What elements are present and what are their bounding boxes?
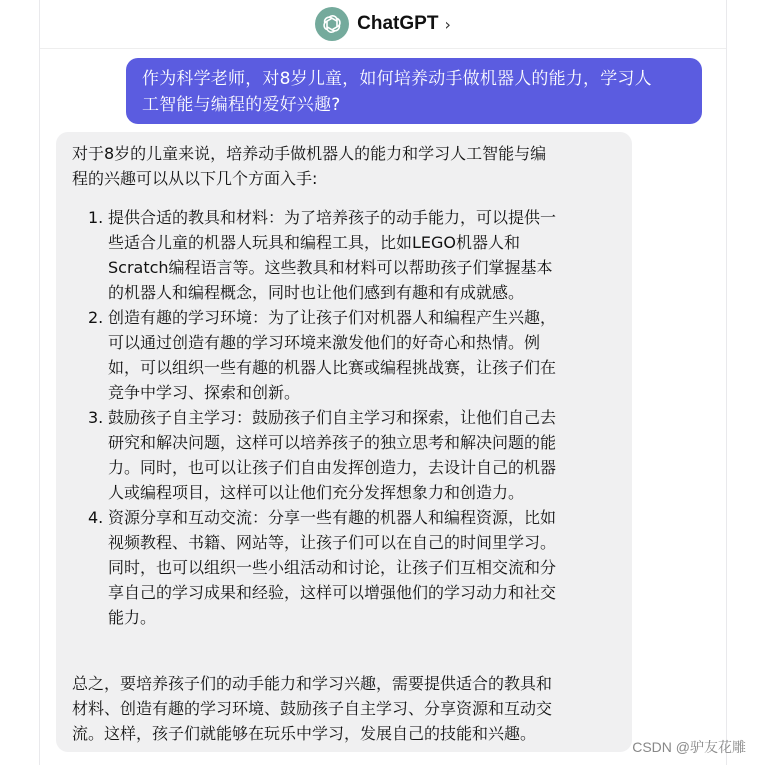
- summary-line: 总之，要培养孩子们的动手能力和学习兴趣，需要提供适合的教具和: [72, 674, 553, 693]
- chevron-right-icon: ›: [444, 14, 451, 34]
- summary-line: 材料、创造有趣的学习环境、鼓励孩子自主学习、分享资源和互动交: [72, 699, 553, 718]
- list-line: 同时，也可以组织一些小组活动和讨论，让孩子们互相交流和分: [108, 558, 557, 577]
- list-item: [72, 205, 616, 305]
- assistant-message: [56, 132, 632, 752]
- assistant-summary: [72, 671, 616, 746]
- list-line: 鼓励孩子自主学习：鼓励孩子们自主学习和探索，让他们自己去: [108, 408, 557, 427]
- list-line: 创造有趣的学习环境：为了让孩子们对机器人和编程产生兴趣，: [108, 308, 557, 327]
- list-line: 人或编程项目，这样可以让他们充分发挥想象力和创造力。: [108, 483, 525, 502]
- list-number: 4.: [88, 508, 104, 527]
- list-line: 研究和解决问题，这样可以培养孩子的独立思考和解决问题的能: [108, 433, 557, 452]
- app-title: ChatGPT: [357, 13, 439, 34]
- list-line: 如，可以组织一些有趣的机器人比赛或编程挑战赛，让孩子们在: [108, 358, 557, 377]
- list-line: 享自己的学习成果和经验，这样可以增强他们的学习动力和社交: [108, 583, 557, 602]
- model-selector[interactable]: [315, 7, 451, 41]
- list-item: [72, 305, 616, 405]
- openai-logo-icon: [315, 7, 349, 41]
- list-number: 2.: [88, 308, 104, 327]
- list-item: [72, 405, 616, 505]
- summary-line: 流。这样，孩子们就能够在玩乐中学习，发展自己的技能和兴趣。: [72, 724, 537, 743]
- user-message: [126, 58, 702, 124]
- list-line: 些适合儿童的机器人玩具和编程工具，比如LEGO机器人和: [108, 233, 521, 252]
- user-message-line: 作为科学老师，对8岁儿童，如何培养动手做机器人的能力，学习人: [142, 69, 652, 89]
- list-line: 提供合适的教具和材料：为了培养孩子的动手能力，可以提供一: [108, 208, 557, 227]
- list-number: 3.: [88, 408, 104, 427]
- assistant-intro: [72, 141, 616, 191]
- chat-header: [40, 0, 726, 49]
- watermark-text: CSDN @驴友花雕: [632, 739, 746, 755]
- list-line: 可以通过创造有趣的学习环境来激发他们的好奇心和热情。例: [108, 333, 541, 352]
- list-line: Scratch编程语言等。这些教具和材料可以帮助孩子们掌握基本: [108, 258, 553, 277]
- list-line: 资源分享和互动交流：分享一些有趣的机器人和编程资源，比如: [108, 508, 557, 527]
- list-line: 竞争中学习、探索和创新。: [108, 383, 301, 402]
- list-line: 视频教程、书籍、网站等，让孩子们可以在自己的时间里学习。: [108, 533, 557, 552]
- list-line: 能力。: [108, 608, 157, 627]
- intro-line: 对于8岁的儿童来说，培养动手做机器人的能力和学习人工智能与编: [72, 144, 547, 163]
- list-item: [72, 505, 616, 630]
- list-number: 1.: [88, 208, 104, 227]
- intro-line: 程的兴趣可以从以下几个方面入手:: [72, 169, 318, 188]
- suggestion-list: [72, 205, 616, 630]
- user-message-line: 工智能与编程的爱好兴趣?: [142, 95, 341, 115]
- list-line: 的机器人和编程概念，同时也让他们感到有趣和有成就感。: [108, 283, 525, 302]
- list-line: 力。同时，也可以让孩子们自由发挥创造力，去设计自己的机器: [108, 458, 557, 477]
